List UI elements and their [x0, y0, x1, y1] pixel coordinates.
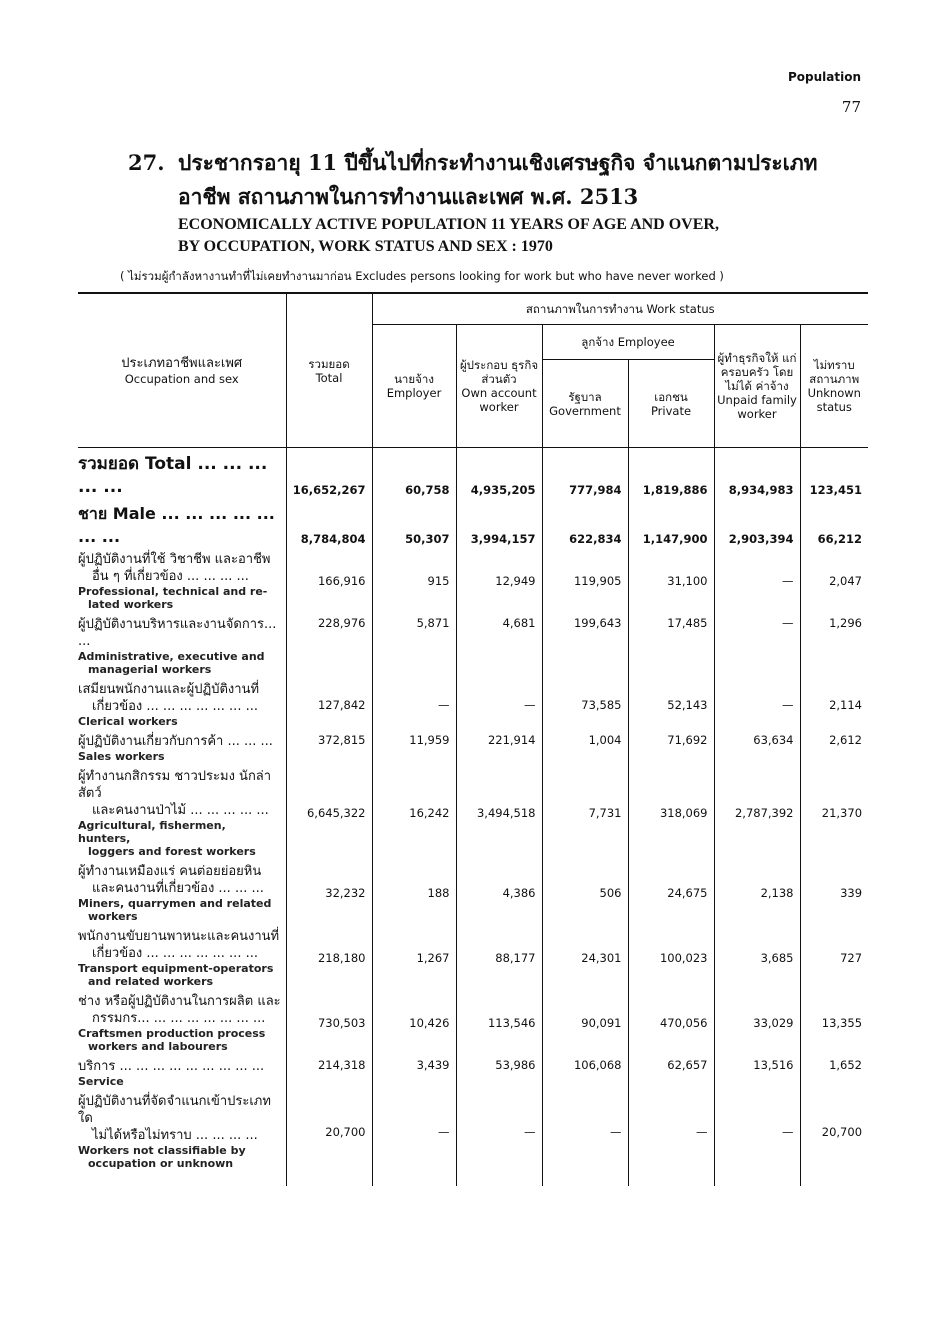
table-body — [78, 448, 868, 550]
cell-employer: 5,871 — [372, 614, 456, 679]
cell-unpaid: 13,516 — [714, 1056, 800, 1091]
row-label-en1: Sales workers — [78, 750, 165, 763]
table-row — [78, 731, 868, 766]
cell-employer: 60,758 — [372, 448, 456, 501]
cell-unknown: 727 — [800, 926, 868, 991]
table-row — [78, 1091, 868, 1173]
cell-own-account: 88,177 — [456, 926, 542, 991]
cell-government: 777,984 — [542, 448, 628, 501]
cell-unknown: 339 — [800, 861, 868, 926]
row-label — [78, 549, 286, 614]
cell-unknown: 1,296 — [800, 614, 868, 679]
row-label-en2: lated workers — [88, 598, 174, 611]
header-work-status: สถานภาพในการทำงาน Work status — [372, 293, 868, 325]
cell-own-account: 4,386 — [456, 861, 542, 926]
page-number: 77 — [841, 98, 861, 116]
cell-total: 166,916 — [286, 549, 372, 614]
cell-total: 6,645,322 — [286, 766, 372, 861]
row-label-th1: ผู้ปฏิบัติงานเกี่ยวกับการค้า ... ... ... — [78, 734, 273, 749]
cell-own-account: 113,546 — [456, 991, 542, 1056]
row-label-th2: ไม่ได้หรือไม่ทราบ ... ... ... ... — [92, 1128, 258, 1143]
cell-private: 62,657 — [628, 1056, 714, 1091]
header-employee: ลูกจ้าง Employee — [542, 325, 714, 360]
english-title-line1: ECONOMICALLY ACTIVE POPULATION 11 YEARS OF AGE AND OVER, — [178, 216, 719, 233]
cell-private: 1,819,886 — [628, 448, 714, 501]
cell-unpaid: 8,934,983 — [714, 448, 800, 501]
row-label-th1: บริการ ... ... ... ... ... ... ... ... ... — [78, 1059, 265, 1074]
cell-employer: 11,959 — [372, 731, 456, 766]
cell-employer: 50,307 — [372, 500, 456, 549]
row-label-en1: Miners, quarrymen and related — [78, 897, 272, 910]
cell-private: 470,056 — [628, 991, 714, 1056]
row-label-th1: ผู้ทำงานเหมืองแร่ คนต่อยย่อยหิน — [78, 864, 262, 879]
section-name: Population — [787, 70, 861, 84]
row-label — [78, 1091, 286, 1173]
cell-own-account: — — [456, 1091, 542, 1173]
header-unknown-status: ไม่ทราบ สถานภาพ Unknown status — [800, 325, 868, 448]
cell-unknown: 13,355 — [800, 991, 868, 1056]
table-row — [78, 926, 868, 991]
row-label-en1: Agricultural, fishermen, hunters, — [78, 819, 226, 845]
thai-title-line1: 27. ประชากรอายุ 11 ปีขึ้นไปที่กระทำงานเชิงเศรษฐกิจ จำแนกตามประเภท — [128, 146, 828, 180]
row-label — [78, 926, 286, 991]
row-label-en1: Professional, technical and re- — [78, 585, 268, 598]
cell-unknown: 1,652 — [800, 1056, 868, 1091]
row-label-th1: ผู้ปฏิบัติงานบริหารและงานจัดการ... ... — [78, 617, 277, 649]
table-row — [78, 766, 868, 861]
row-label: รวมยอด Total ... ... ... ... ... — [78, 454, 268, 497]
table-row-male — [78, 500, 868, 549]
row-label-th2: และคนงานป่าไม้ ... ... ... ... ... — [92, 803, 269, 818]
cell-total: 214,318 — [286, 1056, 372, 1091]
cell-unpaid: 63,634 — [714, 731, 800, 766]
table-row — [78, 1056, 868, 1091]
row-label-th1: ช่าง หรือผู้ปฏิบัติงานในการผลิต และ — [78, 994, 281, 1009]
row-label-th2: เกี่ยวข้อง ... ... ... ... ... ... ... — [92, 946, 258, 961]
cell-own-account: 3,994,157 — [456, 500, 542, 549]
cell-own-account: 12,949 — [456, 549, 542, 614]
cell-unpaid: 2,787,392 — [714, 766, 800, 861]
cell-total: 228,976 — [286, 614, 372, 679]
cell-total: 20,700 — [286, 1091, 372, 1173]
row-label-en1: Clerical workers — [78, 715, 178, 728]
cell-unknown: 2,114 — [800, 679, 868, 731]
header-total: รวมยอด Total — [286, 293, 372, 448]
cell-government: — — [542, 1091, 628, 1173]
cell-employer: 1,267 — [372, 926, 456, 991]
cell-unknown: 2,612 — [800, 731, 868, 766]
english-title-line2: BY OCCUPATION, WORK STATUS AND SEX : 1970 — [178, 238, 553, 255]
cell-private: 318,069 — [628, 766, 714, 861]
cell-unpaid: — — [714, 1091, 800, 1173]
cell-own-account: — — [456, 679, 542, 731]
cell-private: 1,147,900 — [628, 500, 714, 549]
row-label-en1: Workers not classifiable by — [78, 1144, 246, 1157]
row-label-en1: Transport equipment-operators — [78, 962, 274, 975]
cell-private: 24,675 — [628, 861, 714, 926]
cell-unpaid: — — [714, 549, 800, 614]
cell-private: — — [628, 1091, 714, 1173]
cell-government: 90,091 — [542, 991, 628, 1056]
table-bottom-spacer — [78, 1173, 868, 1186]
cell-total: 16,652,267 — [286, 448, 372, 501]
cell-unpaid: 2,903,394 — [714, 500, 800, 549]
row-label-en2: workers — [88, 910, 138, 923]
cell-private: 52,143 — [628, 679, 714, 731]
row-label-th1: ผู้ทำงานกสิกรรม ชาวประมง นักล่าสัตว์ — [78, 769, 272, 801]
row-label-th2: และคนงานที่เกี่ยวข้อง ... ... ... — [92, 881, 264, 896]
cell-private: 31,100 — [628, 549, 714, 614]
cell-unknown: 20,700 — [800, 1091, 868, 1173]
row-label-th1: พนักงานขับยานพาหนะและคนงานที่ — [78, 929, 280, 944]
row-label-en2: occupation or unknown — [88, 1157, 234, 1170]
cell-employer: — — [372, 679, 456, 731]
cell-total: 32,232 — [286, 861, 372, 926]
cell-government: 199,643 — [542, 614, 628, 679]
cell-government: 73,585 — [542, 679, 628, 731]
row-label-en2: loggers and forest workers — [88, 845, 256, 858]
header-government: รัฐบาล Government — [542, 360, 628, 448]
row-label-en1: Service — [78, 1075, 124, 1088]
row-label-th1: ผู้ปฏิบัติงานที่จัดจำแนกเข้าประเภทใด — [78, 1094, 271, 1126]
table-row — [78, 861, 868, 926]
cell-employer: 915 — [372, 549, 456, 614]
cell-total: 8,784,804 — [286, 500, 372, 549]
cell-government: 106,068 — [542, 1056, 628, 1091]
row-label — [78, 614, 286, 679]
table-row — [78, 991, 868, 1056]
table-row-total — [78, 448, 868, 501]
data-table — [78, 292, 868, 1186]
table-row — [78, 549, 868, 614]
cell-employer: — — [372, 1091, 456, 1173]
table-row — [78, 614, 868, 679]
row-label-th2: เกี่ยวข้อง ... ... ... ... ... ... ... — [92, 699, 258, 714]
cell-own-account: 4,935,205 — [456, 448, 542, 501]
row-label — [78, 1056, 286, 1091]
occupation-rows — [78, 549, 868, 1173]
cell-government: 622,834 — [542, 500, 628, 549]
cell-own-account: 221,914 — [456, 731, 542, 766]
cell-employer: 188 — [372, 861, 456, 926]
row-label-th2: อื่น ๆ ที่เกี่ยวข้อง ... ... ... ... — [92, 569, 249, 584]
cell-unknown: 123,451 — [800, 448, 868, 501]
cell-unknown: 2,047 — [800, 549, 868, 614]
cell-government: 7,731 — [542, 766, 628, 861]
cell-unpaid: 33,029 — [714, 991, 800, 1056]
cell-government: 1,004 — [542, 731, 628, 766]
cell-total: 730,503 — [286, 991, 372, 1056]
cell-employer: 3,439 — [372, 1056, 456, 1091]
cell-own-account: 4,681 — [456, 614, 542, 679]
thai-title-line2: อาชีพ สถานภาพในการทำงานและเพศ พ.ศ. 2513 — [178, 184, 639, 209]
row-label-en2: managerial workers — [88, 663, 212, 676]
row-label-en2: workers and labourers — [88, 1040, 228, 1053]
table-title — [128, 146, 828, 258]
cell-government: 24,301 — [542, 926, 628, 991]
table-number: 27. — [128, 150, 165, 175]
row-label — [78, 991, 286, 1056]
cell-government: 506 — [542, 861, 628, 926]
cell-unpaid: 3,685 — [714, 926, 800, 991]
cell-unpaid: — — [714, 679, 800, 731]
table-row — [78, 679, 868, 731]
cell-total: 127,842 — [286, 679, 372, 731]
table-note: ( ไม่รวมผู้กำลังหางานทำที่ไม่เคยทำงานมาก่อน Excludes persons looking for work but who have never worked ) — [120, 269, 724, 283]
row-label: ชาย Male ... ... ... ... ... ... ... — [78, 504, 275, 546]
cell-own-account: 3,494,518 — [456, 766, 542, 861]
cell-total: 218,180 — [286, 926, 372, 991]
cell-unpaid: 2,138 — [714, 861, 800, 926]
header-occupation: ประเภทอาชีพและเพศ Occupation and sex — [78, 293, 286, 448]
row-label — [78, 766, 286, 861]
row-label-en1: Administrative, executive and — [78, 650, 265, 663]
row-label — [78, 679, 286, 731]
cell-employer: 10,426 — [372, 991, 456, 1056]
cell-private: 100,023 — [628, 926, 714, 991]
row-label-en2: and related workers — [88, 975, 214, 988]
row-label-th2: กรรมกร... ... ... ... ... ... ... ... — [92, 1011, 266, 1026]
header-own-account: ผู้ประกอบ ธุรกิจส่วนตัว Own account worker — [456, 325, 542, 448]
cell-unknown: 66,212 — [800, 500, 868, 549]
cell-unknown: 21,370 — [800, 766, 868, 861]
header-private: เอกชน Private — [628, 360, 714, 448]
header-employer: นายจ้าง Employer — [372, 325, 456, 448]
cell-own-account: 53,986 — [456, 1056, 542, 1091]
page-header — [788, 70, 861, 116]
cell-private: 71,692 — [628, 731, 714, 766]
cell-unpaid: — — [714, 614, 800, 679]
cell-government: 119,905 — [542, 549, 628, 614]
row-label-th1: ผู้ปฏิบัติงานที่ใช้ วิชาชีพ และอาชีพ — [78, 552, 271, 567]
cell-private: 17,485 — [628, 614, 714, 679]
cell-total: 372,815 — [286, 731, 372, 766]
row-label — [78, 731, 286, 766]
row-label — [78, 861, 286, 926]
row-label-th1: เสมียนพนักงานและผู้ปฏิบัติงานที่ — [78, 682, 260, 697]
cell-employer: 16,242 — [372, 766, 456, 861]
header-unpaid-family: ผู้ทำธุรกิจให้ แก่ครอบครัว โดยไม่ได้ ค่าจ้าง Unpaid family worker — [714, 325, 800, 448]
row-label-en1: Craftsmen production process — [78, 1027, 266, 1040]
